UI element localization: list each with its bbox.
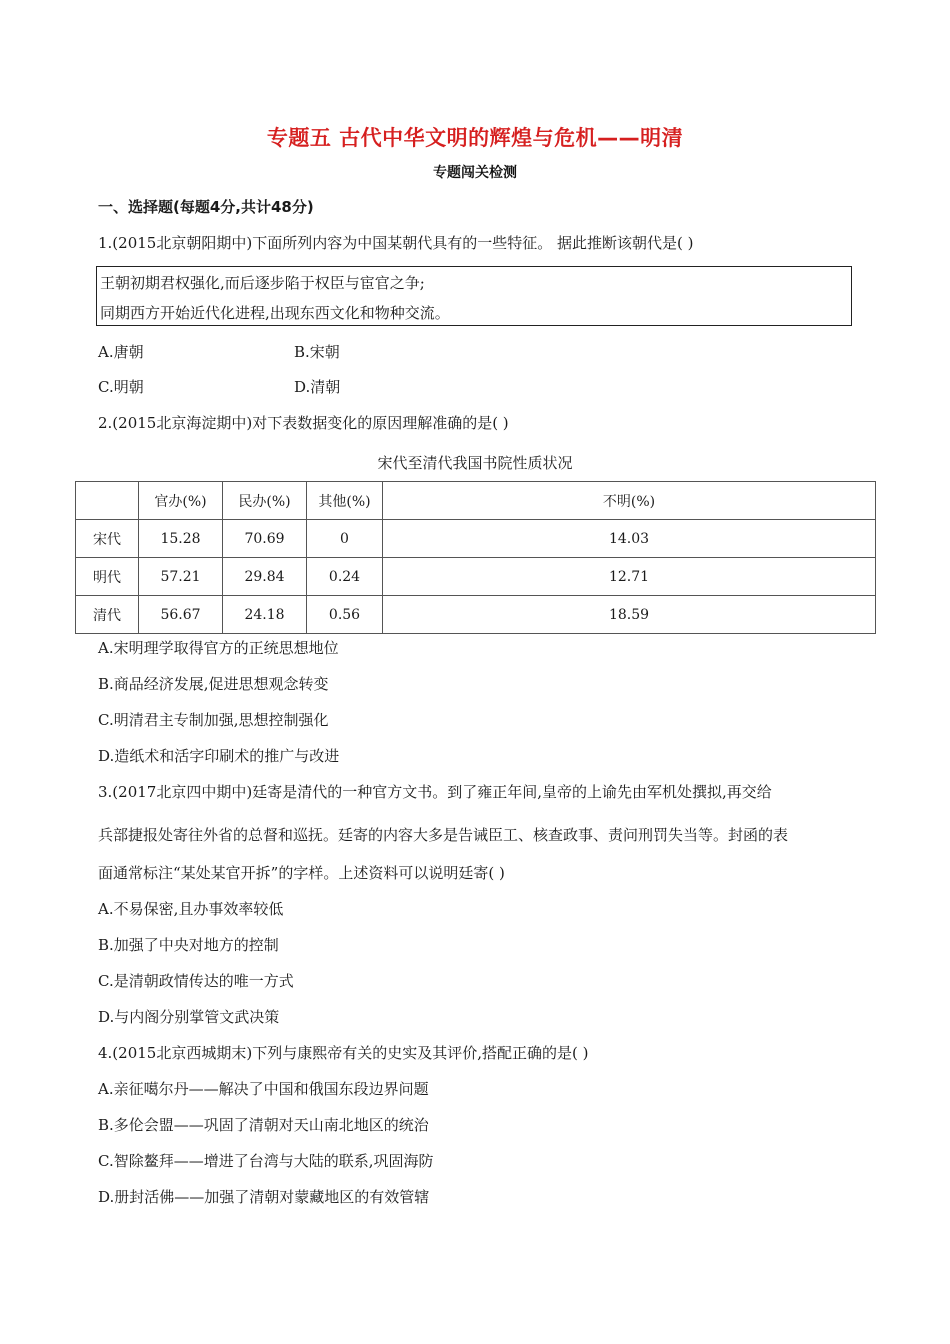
question-1-option-row-1 — [98, 342, 340, 362]
question-1-feature-box — [96, 266, 852, 326]
question-1-option-a[interactable]: A.唐朝 — [98, 343, 144, 361]
question-4-option-b[interactable]: B.多伦会盟——巩固了清朝对天山南北地区的统治 — [98, 1116, 429, 1134]
question-1-option-b[interactable]: B.宋朝 — [294, 343, 340, 361]
table-cell: 0.56 — [307, 596, 383, 634]
question-2-stem: 2.(2015北京海淀期中)对下表数据变化的原因理解准确的是( ) — [98, 414, 509, 432]
table-cell: 宋代 — [76, 520, 139, 558]
table-caption: 宋代至清代我国书院性质状况 — [377, 454, 573, 472]
table-cell: 15.28 — [139, 520, 223, 558]
table-header-cell: 其他(%) — [307, 482, 383, 520]
table-header-cell — [76, 482, 139, 520]
question-1-box-line-2: 同期西方开始近代化进程,出现东西文化和物种交流。 — [100, 304, 450, 322]
question-2-option-a[interactable]: A.宋明理学取得官方的正统思想地位 — [98, 639, 339, 657]
table-cell: 18.59 — [383, 596, 876, 634]
question-2-option-c[interactable]: C.明清君主专制加强,思想控制强化 — [98, 711, 329, 729]
section-heading: 一、选择题(每题4分,共计48分) — [98, 198, 314, 216]
table-cell: 0 — [307, 520, 383, 558]
table-row — [76, 520, 876, 558]
table-cell: 29.84 — [223, 558, 307, 596]
table-header-cell: 不明(%) — [383, 482, 876, 520]
table-row — [76, 558, 876, 596]
question-3-option-d[interactable]: D.与内阁分别掌管文武决策 — [98, 1008, 280, 1026]
table-header-row — [76, 482, 876, 520]
question-4-option-a[interactable]: A.亲征噶尔丹——解决了中国和俄国东段边界问题 — [98, 1080, 429, 1098]
question-4-option-c[interactable]: C.智除鳌拜——增进了台湾与大陆的联系,巩固海防 — [98, 1152, 434, 1170]
question-3-stem-line-3: 面通常标注“某处某官开拆”的字样。上述资料可以说明廷寄( ) — [98, 864, 505, 882]
question-4-stem: 4.(2015北京西城期末)下列与康熙帝有关的史实及其评价,搭配正确的是( ) — [98, 1044, 589, 1062]
table-cell: 14.03 — [383, 520, 876, 558]
question-3-option-c[interactable]: C.是清朝政情传达的唯一方式 — [98, 972, 294, 990]
page-title: 专题五 古代中华文明的辉煌与危机——明清 — [266, 126, 684, 150]
question-2-option-b[interactable]: B.商品经济发展,促进思想观念转变 — [98, 675, 329, 693]
table-header-cell: 民办(%) — [223, 482, 307, 520]
question-4-option-d[interactable]: D.册封活佛——加强了清朝对蒙藏地区的有效管辖 — [98, 1188, 430, 1206]
question-1-option-d[interactable]: D.清朝 — [294, 378, 341, 396]
question-1-option-row-2 — [98, 377, 341, 397]
table-cell: 57.21 — [139, 558, 223, 596]
page-subtitle: 专题闯关检测 — [433, 165, 517, 181]
table-cell: 明代 — [76, 558, 139, 596]
question-2-option-d[interactable]: D.造纸术和活字印刷术的推广与改进 — [98, 747, 340, 765]
table-cell: 0.24 — [307, 558, 383, 596]
table-cell: 12.71 — [383, 558, 876, 596]
question-3-stem-line-1: 3.(2017北京四中期中)廷寄是清代的一种官方文书。到了雍正年间,皇帝的上谕先由军机处撰拟,再交给 — [98, 783, 772, 801]
table-cell: 70.69 — [223, 520, 307, 558]
academy-data-table — [75, 481, 876, 634]
table-header-cell: 官办(%) — [139, 482, 223, 520]
question-1-option-c[interactable]: C.明朝 — [98, 378, 144, 396]
question-1-stem: 1.(2015北京朝阳期中)下面所列内容为中国某朝代具有的一些特征。 据此推断该朝代是( ) — [98, 234, 694, 252]
table-cell: 清代 — [76, 596, 139, 634]
question-3-option-a[interactable]: A.不易保密,且办事效率较低 — [98, 900, 284, 918]
question-3-option-b[interactable]: B.加强了中央对地方的控制 — [98, 936, 279, 954]
question-3-stem-line-2: 兵部捷报处寄往外省的总督和巡抚。廷寄的内容大多是告诫臣工、核查政事、责问刑罚失当等。封函的表 — [98, 826, 789, 844]
table-row — [76, 596, 876, 634]
question-1-box-line-1: 王朝初期君权强化,而后逐步陷于权臣与宦官之争; — [100, 274, 425, 292]
table-cell: 24.18 — [223, 596, 307, 634]
table-cell: 56.67 — [139, 596, 223, 634]
